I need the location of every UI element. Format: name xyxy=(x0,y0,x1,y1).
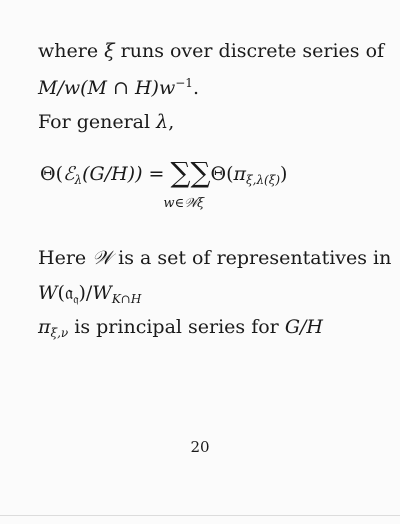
e-subscript-lambda: λ xyxy=(74,173,83,187)
symbol-w: W xyxy=(38,282,58,304)
text-for-general: For general xyxy=(38,111,151,133)
text-set-of-reps: is a set of representatives in xyxy=(118,247,392,269)
symbol-g-over-h: G/H xyxy=(284,316,323,338)
sum-index-xi: ξ xyxy=(196,196,205,211)
symbol-lambda: λ xyxy=(156,111,169,133)
period: . xyxy=(192,77,199,99)
pi-subscript: ξ,λ(ξ) xyxy=(246,173,281,187)
sigma-symbol-2: ∑ xyxy=(190,156,211,189)
sum-index-w: w∈𝒲 xyxy=(163,196,198,211)
text-line-representatives xyxy=(38,246,391,270)
symbol-pi: π xyxy=(233,163,247,185)
paren-open: ( xyxy=(57,282,65,304)
text-principal-series: is principal series for xyxy=(74,316,279,338)
symbol-xi: ξ xyxy=(104,40,115,62)
symbol-script-w: 𝒲 xyxy=(92,247,113,269)
text-line-weyl-quotient xyxy=(38,281,141,305)
symbol-script-e: ℰ xyxy=(63,163,75,185)
word-where: where xyxy=(38,40,99,62)
inverse-exponent: −1 xyxy=(175,76,193,90)
bottom-divider xyxy=(0,515,400,516)
quotient-expression: M/w(M ∩ H)w xyxy=(38,77,176,99)
pi-subscript-xi-nu: ξ,ν xyxy=(50,326,69,340)
sum-over-w xyxy=(163,156,198,211)
text-runs-over: runs over discrete series of xyxy=(120,40,385,62)
text-line-quotient xyxy=(38,76,199,100)
formula-lhs-mid: (G/H)) = xyxy=(82,163,165,185)
comma: , xyxy=(168,111,175,133)
text-line-principal-series xyxy=(38,315,323,339)
page-number: 20 xyxy=(190,438,210,456)
sigma-symbol-1: ∑ xyxy=(170,156,191,189)
word-here: Here xyxy=(38,247,87,269)
symbol-frak-a: 𝔞 xyxy=(64,282,74,304)
formula-lhs-open: Θ( xyxy=(40,163,63,185)
paren-close-slash: )/ xyxy=(78,282,93,304)
text-line-discrete-series xyxy=(38,39,384,63)
symbol-w-k: W xyxy=(92,282,112,304)
frak-a-subscript: 𝔮 xyxy=(73,292,79,306)
formula-rhs-open: Θ( xyxy=(210,163,234,185)
text-line-general-lambda xyxy=(38,110,174,134)
display-formula xyxy=(40,156,288,222)
w-subscript-k-cap-h: K∩H xyxy=(111,292,142,306)
sum-over-xi xyxy=(190,156,211,211)
formula-rhs-close: ) xyxy=(280,163,288,185)
symbol-pi-line: π xyxy=(38,316,51,338)
